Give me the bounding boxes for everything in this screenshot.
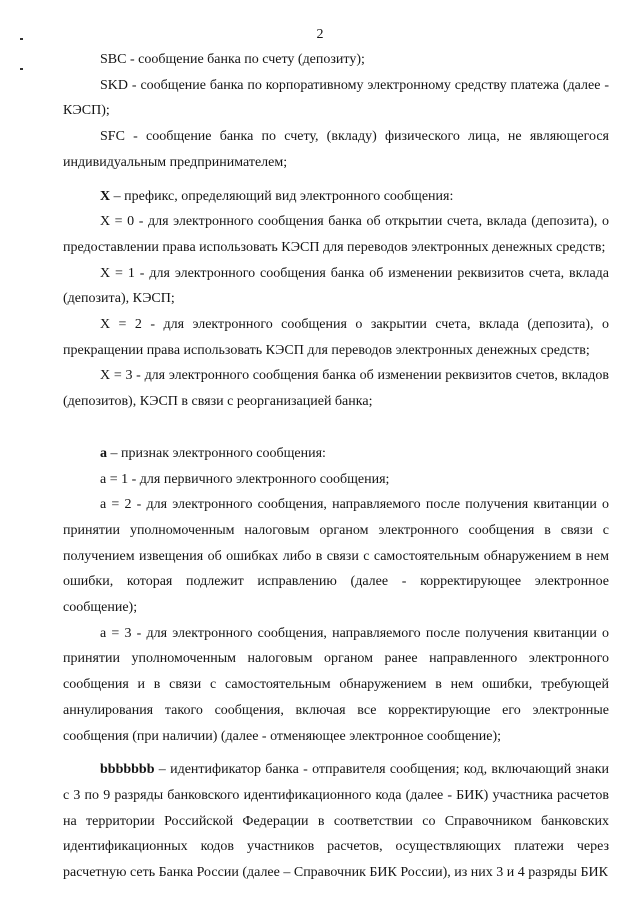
paragraph: [63, 47, 609, 73]
paragraph: [63, 209, 609, 260]
paragraph: [63, 124, 609, 175]
defined-term: a: [100, 445, 107, 461]
paragraph-text: a = 3 - для электронного сообщения, направляемого после получения квитанции о принятии уполномоченным налоговым органом ранее направленного электронного сообщения и в связи с самостоятельным обнаружением в нем ошибки, требующей аннулирования такого сообщения, включая все корректирующие его электронные сообщения (при наличии) (далее - отменяющее электронное сообщение);: [63, 625, 609, 744]
paragraph-text: – префикс, определяющий вид электронного сообщения:: [110, 188, 454, 204]
paragraph-text: SKD - сообщение банка по корпоративному электронному средству платежа (далее - КЭСП);: [63, 77, 609, 119]
paragraph-text: a = 2 - для электронного сообщения, направляемого после получения квитанции о принятии уполномоченным налоговым органом электронного сообщения в связи с получением извещения об ошибках либо в связи с самостоятельным обнаружением в нем ошибки, которая подлежит исправлению (далее - корректирующее электронное сообщение);: [63, 497, 609, 616]
paragraph: [63, 757, 609, 886]
paragraph: [63, 441, 609, 467]
paragraph-text: X = 3 - для электронного сообщения банка об изменении реквизитов счетов, вкладов (депозитов), КЭСП в связи с реорганизацией банка;: [63, 368, 609, 410]
document-body: [63, 47, 609, 886]
defined-term: X: [100, 188, 111, 204]
scan-mark: [20, 68, 23, 70]
paragraph-text: SBC - сообщение банка по счету (депозиту);: [100, 52, 365, 67]
paragraph-text: X = 2 - для электронного сообщения о закрытии счета, вклада (депозита), о прекращении права использовать КЭСП для переводов электронных денежных средств;: [63, 317, 609, 358]
paragraph: [63, 621, 609, 750]
paragraph-text: a = 1 - для первичного электронного сообщения;: [100, 471, 390, 487]
defined-term: bbbbbbb: [100, 762, 155, 778]
paragraph: [63, 363, 609, 414]
paragraph: [63, 261, 609, 312]
paragraph: [63, 184, 609, 210]
paragraph: [63, 492, 609, 621]
paragraph-text: – идентификатор банка - отправителя сообщения; код, включающий знаки с 3 по 9 разряды банковского идентификационного кода (далее - БИК) участника расчетов на территории Российской Федерации в соответствии со Справочником банковских идентификационных кодов участников расчетов, осуществляющих платежи через расчетную сеть Банка России (далее – Справочник БИК России), из них 3 и 4 разряды БИК: [63, 762, 609, 881]
scan-mark: [20, 38, 23, 40]
paragraph: [63, 312, 609, 363]
paragraph-text: SFC - сообщение банка по счету, (вкладу) физического лица, не являющегося индивидуальным предпринимателем;: [63, 129, 609, 170]
paragraph-text: X = 0 - для электронного сообщения банка об открытии счета, вклада (депозита), о предоставлении права использовать КЭСП для переводов электронных денежных средств;: [63, 214, 609, 255]
page-number: 2: [316, 27, 324, 42]
paragraph-text: – признак электронного сообщения:: [107, 445, 326, 461]
paragraph-text: X = 1 - для электронного сообщения банка об изменении реквизитов счета, вклада (депозита), КЭСП;: [63, 265, 609, 307]
paragraph: [63, 73, 609, 124]
paragraph: [63, 467, 609, 493]
